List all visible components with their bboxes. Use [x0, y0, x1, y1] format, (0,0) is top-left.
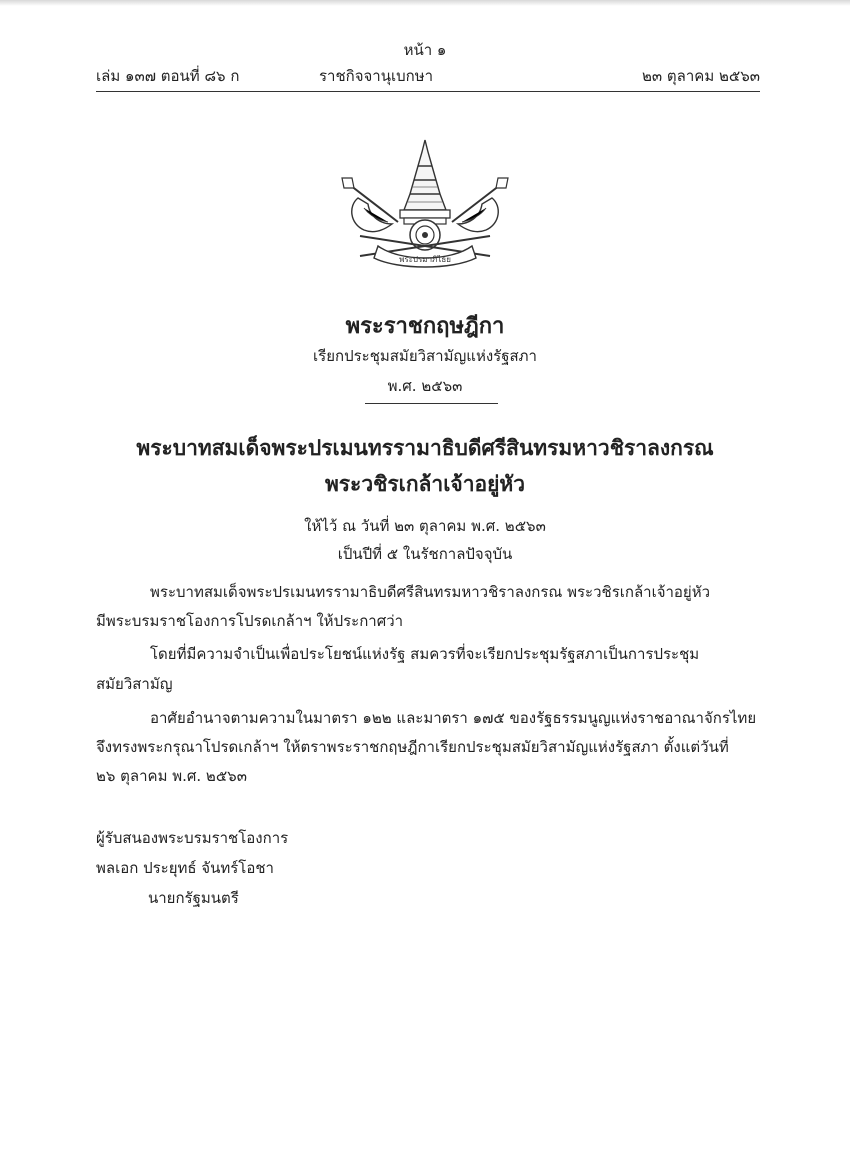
document-year: พ.ศ. ๒๕๖๓	[387, 377, 463, 395]
volume-info: เล่ม ๑๓๗ ตอนที่ ๘๖ ก	[96, 67, 240, 85]
paragraph-3-line-3: ๒๖ ตุลาคม พ.ศ. ๒๕๖๓	[96, 767, 247, 785]
king-name-line-2: พระวชิรเกล้าเจ้าอยู่หัว	[324, 471, 526, 496]
emblem-ribbon-text: พระปรมาภิไธย	[399, 255, 451, 264]
signatory-name: พลเอก ประยุทธ์ จันทร์โอชา	[96, 859, 274, 877]
given-date: ให้ไว้ ณ วันที่ ๒๓ ตุลาคม พ.ศ. ๒๕๖๓	[304, 517, 546, 535]
page-number: หน้า ๑	[403, 41, 447, 59]
gazette-header	[96, 64, 760, 88]
page-top-shadow	[0, 0, 850, 6]
document-title: พระราชกฤษฎีกา	[345, 313, 505, 339]
paragraph-1-line-2: มีพระบรมราชโองการโปรดเกล้าฯ ให้ประกาศว่า	[96, 612, 404, 630]
header-divider	[96, 91, 760, 92]
paragraph-2-line-2: สมัยวิสามัญ	[96, 675, 173, 693]
paragraph-1-line-1: พระบาทสมเด็จพระปรเมนทรรามาธิบดีศรีสินทรมหาวชิราลงกรณ พระวชิรเกล้าเจ้าอยู่หัว	[150, 583, 711, 601]
paragraph-3-line-1: อาศัยอำนาจตามความในมาตรา ๑๒๒ และมาตรา ๑๗๕ ของรัฐธรรมนูญแห่งราชอาณาจักรไทย	[150, 709, 757, 727]
title-divider	[365, 403, 498, 404]
countersign-label: ผู้รับสนองพระบรมราชโองการ	[96, 829, 289, 847]
document-subtitle: เรียกประชุมสมัยวิสามัญแห่งรัฐสภา	[313, 347, 537, 365]
reign-year: เป็นปีที่ ๕ ในรัชกาลปัจจุบัน	[337, 545, 513, 563]
gazette-name: ราชกิจจานุเบกษา	[318, 67, 434, 85]
king-name-line-1: พระบาทสมเด็จพระปรเมนทรรามาธิบดีศรีสินทรมหาวชิราลงกรณ	[136, 435, 714, 460]
signatory-position: นายกรัฐมนตรี	[148, 889, 239, 907]
gazette-date: ๒๓ ตุลาคม ๒๕๖๓	[642, 67, 760, 85]
paragraph-3-line-2: จึงทรงพระกรุณาโปรดเกล้าฯ ให้ตราพระราชกฤษฎีกาเรียกประชุมสมัยวิสามัญแห่งรัฐสภา ตั้งแต่วันที่	[96, 738, 729, 756]
royal-emblem-icon	[340, 138, 510, 268]
paragraph-2-line-1: โดยที่มีความจำเป็นเพื่อประโยชน์แห่งรัฐ สมควรที่จะเรียกประชุมรัฐสภาเป็นการประชุม	[150, 645, 700, 663]
